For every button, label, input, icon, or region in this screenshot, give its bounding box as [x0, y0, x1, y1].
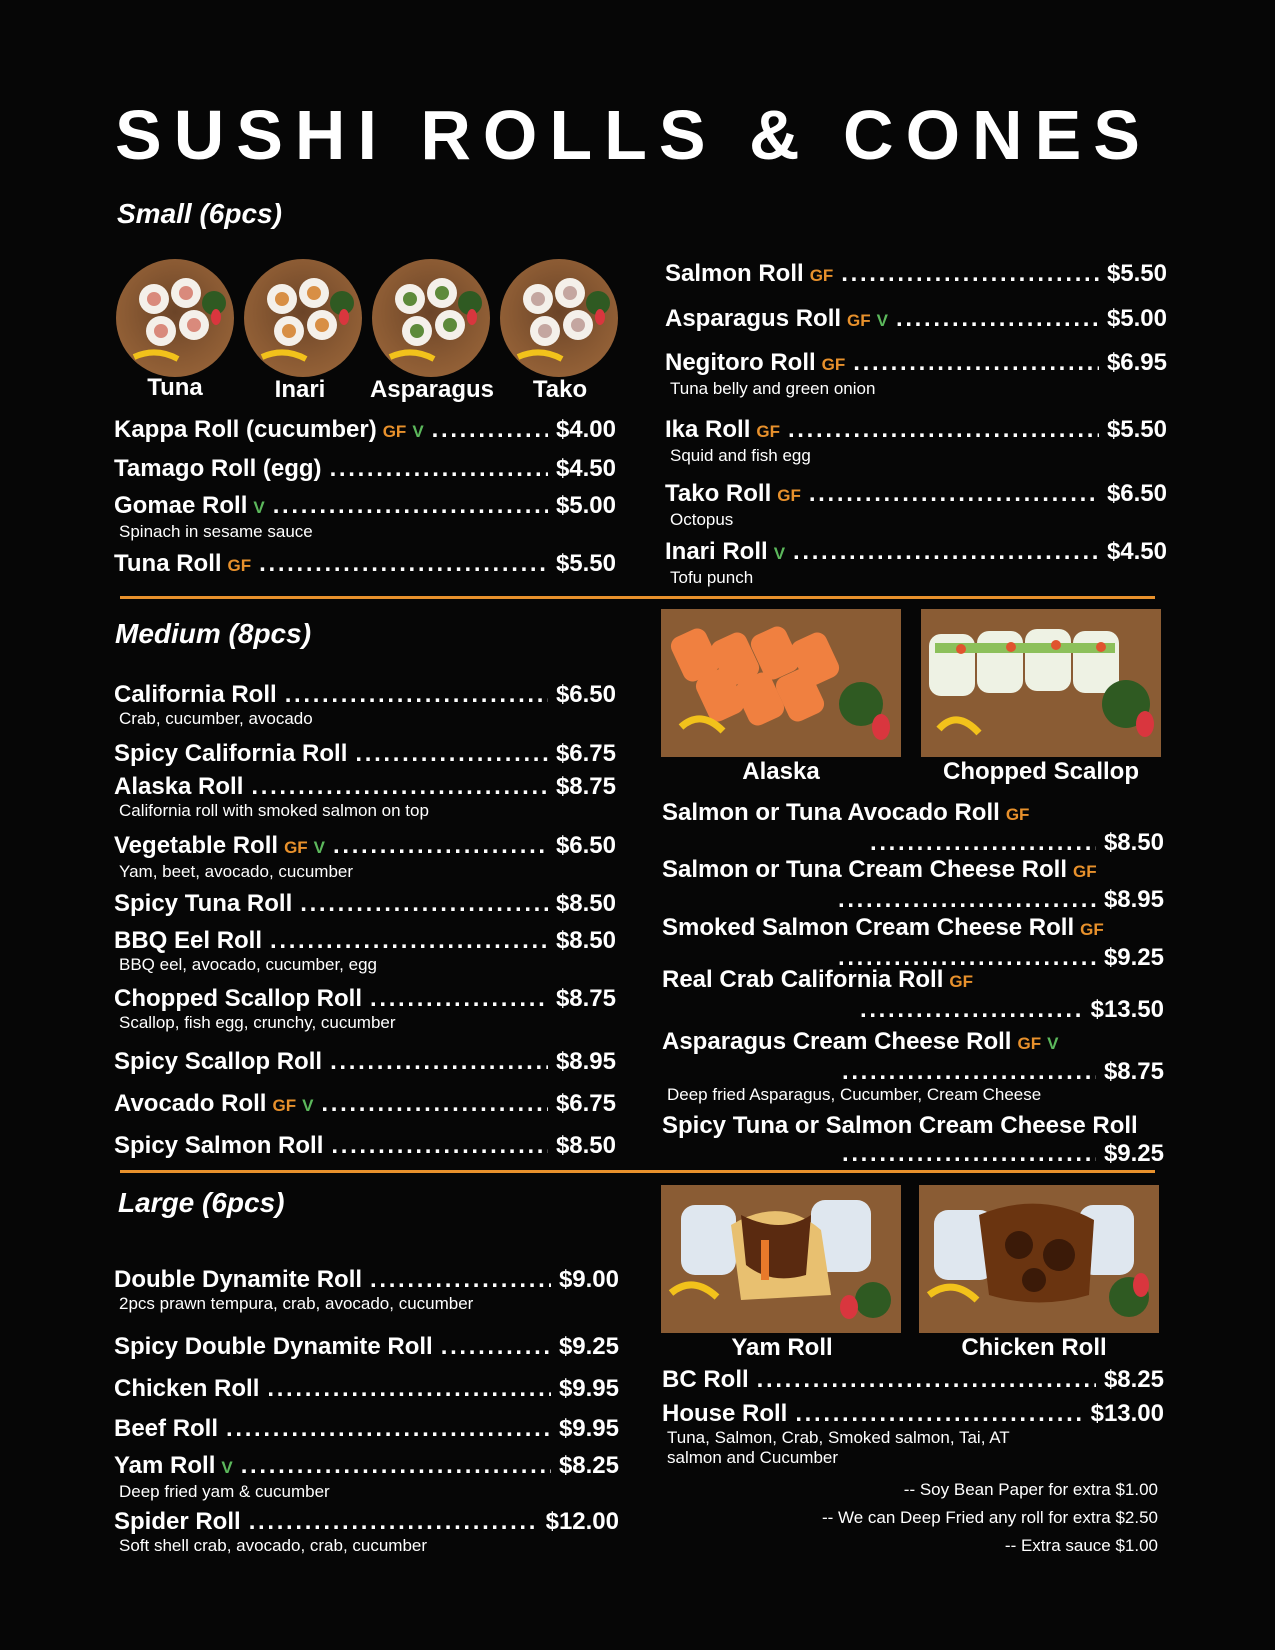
menu-item — [114, 1266, 619, 1314]
large-heading: Large (6pcs) — [118, 1187, 285, 1218]
dot-leader — [273, 492, 548, 520]
menu-item — [662, 1028, 1164, 1105]
menu-item-price: $8.25 — [1103, 1366, 1164, 1393]
gluten-free-tag: GF — [1073, 862, 1097, 881]
menu-item-row — [665, 349, 1167, 379]
dot-leader — [757, 1366, 1096, 1394]
vegan-tag: V — [221, 1458, 233, 1477]
menu-item-description: Scallop, fish egg, crunchy, cucumber — [119, 1013, 396, 1032]
menu-item — [114, 492, 616, 542]
gluten-free-tag: GF — [1017, 1034, 1042, 1053]
page-title: SUSHI ROLLS & CONES — [115, 96, 1152, 174]
menu-item-price: $8.95 — [1103, 886, 1164, 913]
menu-item-row — [662, 856, 1164, 886]
menu-item-description: Yam, beet, avocado, cucumber — [119, 862, 354, 881]
menu-item-name: Spider Roll — [114, 1508, 241, 1535]
asparagus-photo — [372, 259, 490, 377]
menu-item-price: $5.50 — [555, 550, 616, 577]
menu-item-row — [662, 914, 1164, 944]
tuna-photo — [116, 259, 234, 377]
inari-photo — [244, 259, 362, 377]
dot-leader — [355, 740, 548, 768]
menu-item-row — [114, 1048, 616, 1076]
menu-item-price: $8.95 — [555, 1048, 616, 1075]
menu-item-price: $4.50 — [555, 455, 616, 482]
menu-item — [665, 416, 1167, 466]
menu-item-name: Salmon Roll — [665, 260, 804, 287]
menu-item-price: $6.50 — [555, 681, 616, 708]
vegan-tag: V — [1047, 1034, 1059, 1053]
gluten-free-tag: GF — [272, 1096, 297, 1115]
dot-leader — [300, 890, 548, 918]
menu-item-row — [662, 1366, 1164, 1394]
menu-item-name: Spicy Tuna Roll — [114, 890, 293, 917]
gluten-free-tag: GF — [1080, 920, 1104, 939]
menu-item-price: $4.50 — [1106, 538, 1167, 565]
menu-item — [665, 349, 1167, 399]
chicken-roll-photo — [919, 1185, 1159, 1333]
menu-item — [114, 1333, 619, 1361]
menu-item — [665, 260, 1167, 290]
menu-item-row — [114, 681, 616, 709]
menu-item-description: Crab, cucumber, avocado — [119, 709, 313, 728]
menu-item-description: Soft shell crab, avocado, crab, cucumber — [119, 1536, 428, 1555]
gluten-free-tag: GF — [756, 422, 780, 441]
menu-item-description: Tofu punch — [670, 568, 754, 587]
menu-item — [114, 740, 616, 768]
dot-leader — [432, 416, 548, 444]
menu-item-price-row — [662, 1058, 1164, 1085]
menu-item-row — [114, 985, 616, 1013]
dot-leader — [795, 1400, 1082, 1428]
gluten-free-tag: GF — [227, 556, 252, 575]
menu-item-name: BC Roll — [662, 1366, 749, 1393]
menu-item-price: $8.25 — [558, 1452, 619, 1479]
menu-item-row — [114, 1508, 619, 1536]
menu-item-name: Tako Roll — [665, 480, 772, 507]
menu-item-name: House Roll — [662, 1400, 788, 1427]
menu-item-row — [114, 1333, 619, 1361]
menu-item-price: $12.00 — [545, 1508, 619, 1535]
gluten-free-tag: GF — [777, 486, 801, 505]
menu-item-price: $9.25 — [558, 1333, 619, 1360]
menu-item-price: $9.95 — [558, 1375, 619, 1402]
menu-item-name: Asparagus Roll — [665, 305, 842, 332]
menu-item-row — [662, 799, 1164, 829]
photo-label: Tako — [532, 376, 588, 403]
dot-leader — [896, 305, 1099, 333]
menu-item-name: Asparagus Cream Cheese Roll — [662, 1028, 1012, 1055]
menu-item — [114, 927, 616, 975]
dot-leader — [788, 416, 1099, 444]
photo-label: Inari — [274, 376, 326, 403]
menu-item — [662, 966, 1164, 1023]
dot-leader — [793, 538, 1099, 566]
menu-item-name: Vegetable Roll — [114, 832, 279, 859]
menu-item-description: 2pcs prawn tempura, crab, avocado, cucumber — [119, 1294, 474, 1313]
menu-item-name: Chicken Roll — [114, 1375, 260, 1402]
menu-item-row — [662, 966, 1164, 996]
menu-item-price: $13.50 — [1090, 996, 1164, 1023]
menu-item-name: BBQ Eel Roll — [114, 927, 263, 954]
menu-item-name: Salmon or Tuna Avocado Roll — [662, 799, 1000, 826]
menu-item — [114, 1508, 619, 1556]
dot-leader — [370, 1266, 551, 1294]
menu-item-price: $4.00 — [555, 416, 616, 443]
menu-item — [662, 914, 1164, 971]
menu-item-row — [114, 773, 616, 801]
vegan-tag: V — [313, 838, 326, 857]
photo-label: Yam Roll — [731, 1334, 833, 1361]
photo-label: Alaska — [742, 758, 820, 785]
menu-item-name: Chopped Scallop Roll — [114, 985, 363, 1012]
menu-item — [665, 538, 1167, 588]
dot-leader — [842, 1140, 1096, 1167]
menu-item — [665, 480, 1167, 530]
dot-leader — [330, 455, 548, 483]
dot-leader — [321, 1090, 548, 1118]
section-divider — [120, 596, 1155, 599]
menu-item-name: Yam Roll — [114, 1452, 216, 1479]
menu-item-row — [114, 492, 616, 522]
menu-item — [662, 1112, 1164, 1167]
alaska-photo — [661, 609, 901, 757]
menu-item-name: Kappa Roll (cucumber) — [114, 416, 377, 443]
menu-item — [114, 1415, 619, 1443]
vegan-tag: V — [253, 498, 265, 517]
menu-item-price: $5.00 — [555, 492, 616, 519]
menu-item-row — [114, 1452, 619, 1482]
dot-leader — [441, 1333, 551, 1361]
dot-leader — [870, 829, 1096, 856]
menu-item-row — [665, 480, 1167, 510]
menu-item-name: Beef Roll — [114, 1415, 219, 1442]
dot-leader — [860, 996, 1083, 1023]
menu-item-row — [114, 1266, 619, 1294]
menu-item-price: $9.25 — [1103, 1140, 1164, 1167]
menu-item-row — [665, 416, 1167, 446]
menu-item-row — [114, 832, 616, 862]
menu-item-price: $8.75 — [555, 985, 616, 1012]
dot-leader — [333, 832, 548, 860]
menu-item-price: $8.75 — [555, 773, 616, 800]
menu-item — [114, 832, 616, 882]
photo-label: Tuna — [147, 374, 203, 401]
menu-item — [114, 1090, 616, 1120]
menu-item-row — [114, 1090, 616, 1120]
vegan-tag: V — [302, 1096, 314, 1115]
gluten-free-tag: GF — [382, 422, 407, 441]
menu-item-row — [114, 890, 616, 918]
dot-leader — [251, 773, 548, 801]
menu-item-price-row — [662, 886, 1164, 913]
dot-leader — [285, 681, 548, 709]
section-divider — [120, 1170, 1155, 1173]
menu-item-name: Alaska Roll — [114, 773, 244, 800]
menu-item-price: $6.95 — [1106, 349, 1167, 376]
menu-item-name: Tuna Roll — [114, 550, 222, 577]
menu-item-price: $8.75 — [1103, 1058, 1164, 1085]
menu-item-name: Spicy Scallop Roll — [114, 1048, 323, 1075]
menu-item — [662, 856, 1164, 913]
gluten-free-tag: GF — [847, 311, 871, 330]
menu-item — [665, 305, 1167, 335]
gluten-free-tag: GF — [809, 266, 834, 285]
menu-item — [114, 1132, 616, 1160]
menu-item-row — [114, 927, 616, 955]
tako-photo — [500, 259, 618, 377]
dot-leader — [241, 1452, 551, 1480]
menu-item-description: Squid and fish egg — [670, 446, 811, 465]
menu-item-name: Salmon or Tuna Cream Cheese Roll — [662, 856, 1067, 883]
menu-item — [114, 773, 616, 821]
menu-item-name: Double Dynamite Roll — [114, 1266, 363, 1293]
menu-item-price: $9.00 — [558, 1266, 619, 1293]
menu-item-price: $6.75 — [555, 1090, 616, 1117]
menu-item-price: $5.50 — [1106, 260, 1167, 287]
dot-leader — [259, 550, 548, 578]
dot-leader — [331, 1132, 548, 1160]
medium-heading: Medium (8pcs) — [115, 618, 312, 649]
menu-item-price-row — [662, 829, 1164, 856]
menu-item-description: Tuna, Salmon, Crab, Smoked salmon, Tai, AT salmon and Cucumber — [667, 1428, 1010, 1467]
dot-leader — [249, 1508, 538, 1536]
dot-leader — [838, 886, 1096, 913]
menu-item-price: $9.25 — [1103, 944, 1164, 971]
menu-item-name: Real Crab California Roll — [662, 966, 944, 993]
menu-item-price: $8.50 — [1103, 829, 1164, 856]
menu-item — [114, 455, 616, 483]
photo-label: Asparagus — [369, 376, 495, 403]
dot-leader — [267, 1375, 551, 1403]
small-heading: Small (6pcs) — [117, 198, 282, 229]
photo-label: Chicken Roll — [961, 1334, 1107, 1361]
menu-item-price: $9.95 — [558, 1415, 619, 1442]
dot-leader — [330, 1048, 548, 1076]
menu-item-price: $8.50 — [555, 927, 616, 954]
note-soy-bean-paper: -- Soy Bean Paper for extra $1.00 — [903, 1480, 1158, 1499]
menu-item — [114, 681, 616, 729]
menu-item-description: Spinach in sesame sauce — [119, 522, 313, 541]
menu-item-description: BBQ eel, avocado, cucumber, egg — [119, 955, 377, 974]
menu-item-row — [114, 455, 616, 483]
vegan-tag: V — [412, 422, 424, 441]
menu-item-row — [114, 740, 616, 768]
menu-item-row — [665, 305, 1167, 335]
menu-item-name: Smoked Salmon Cream Cheese Roll — [662, 914, 1075, 941]
menu-item — [114, 1048, 616, 1076]
menu-item-price: $13.00 — [1090, 1400, 1164, 1427]
note-deep-fried: -- We can Deep Fried any roll for extra $2.50 — [821, 1508, 1158, 1527]
menu-item-name: Tamago Roll (egg) — [114, 455, 322, 482]
menu-item-price: $8.50 — [555, 1132, 616, 1159]
photo-label: Chopped Scallop — [942, 758, 1139, 785]
dot-leader — [841, 260, 1099, 288]
menu-item — [114, 985, 616, 1033]
menu-item-row — [665, 260, 1167, 290]
menu-item-name: Spicy Tuna or Salmon Cream Cheese Roll — [662, 1112, 1138, 1139]
menu-item-name: Inari Roll — [665, 538, 768, 565]
menu-item-name: Gomae Roll — [114, 492, 248, 519]
menu-item-price: $5.50 — [1106, 416, 1167, 443]
dot-leader — [842, 1058, 1096, 1085]
dot-leader — [809, 480, 1099, 508]
menu-item-name: Spicy Double Dynamite Roll — [114, 1333, 433, 1360]
menu-item-price: $6.50 — [555, 832, 616, 859]
menu-item-name: Ika Roll — [665, 416, 751, 443]
gluten-free-tag: GF — [284, 838, 308, 857]
menu-item — [662, 1400, 1164, 1468]
menu-item-row — [114, 550, 616, 580]
dot-leader — [226, 1415, 551, 1443]
menu-item-price-row — [662, 1140, 1164, 1167]
chopped-scallop-photo — [921, 609, 1161, 757]
menu-item-name: Negitoro Roll — [665, 349, 816, 376]
menu-item-name: Spicy Salmon Roll — [114, 1132, 324, 1159]
menu-item-row — [665, 538, 1167, 568]
dot-leader — [853, 349, 1099, 377]
menu-item — [662, 1366, 1164, 1394]
menu-item-row — [662, 1028, 1164, 1058]
dot-leader — [370, 985, 548, 1013]
menu-item-description: Tuna belly and green onion — [670, 379, 876, 398]
menu-item-name: California Roll — [114, 681, 277, 708]
menu-item-price: $6.50 — [1106, 480, 1167, 507]
menu-item-price-row — [662, 996, 1164, 1023]
menu-item-price: $6.75 — [555, 740, 616, 767]
menu-item-row — [662, 1400, 1164, 1428]
menu-item-description: Deep fried Asparagus, Cucumber, Cream Cheese — [667, 1085, 1042, 1104]
menu-item-row — [114, 416, 616, 446]
yam-roll-photo — [661, 1185, 901, 1333]
menu-item-name: Spicy California Roll — [114, 740, 348, 767]
menu-item-row — [114, 1375, 619, 1403]
menu-item-description: California roll with smoked salmon on top — [119, 801, 429, 820]
vegan-tag: V — [773, 544, 786, 563]
menu-item-row — [662, 1112, 1164, 1140]
menu-item — [114, 550, 616, 580]
menu-item — [662, 799, 1164, 856]
menu-item-description: Deep fried yam & cucumber — [119, 1482, 330, 1501]
note-extra-sauce: -- Extra sauce $1.00 — [1004, 1536, 1158, 1555]
menu-item-price: $5.00 — [1106, 305, 1167, 332]
dot-leader — [270, 927, 548, 955]
menu-item-description: Octopus — [670, 510, 734, 529]
gluten-free-tag: GF — [821, 355, 846, 374]
menu-item-price: $8.50 — [555, 890, 616, 917]
menu-item — [114, 1375, 619, 1403]
vegan-tag: V — [876, 311, 888, 330]
menu-item — [114, 890, 616, 918]
menu-item-row — [114, 1415, 619, 1443]
gluten-free-tag: GF — [949, 972, 973, 991]
menu-item — [114, 416, 616, 446]
gluten-free-tag: GF — [1005, 805, 1030, 824]
menu-item — [114, 1452, 619, 1502]
menu-item-row — [114, 1132, 616, 1160]
menu-item-name: Avocado Roll — [114, 1090, 267, 1117]
